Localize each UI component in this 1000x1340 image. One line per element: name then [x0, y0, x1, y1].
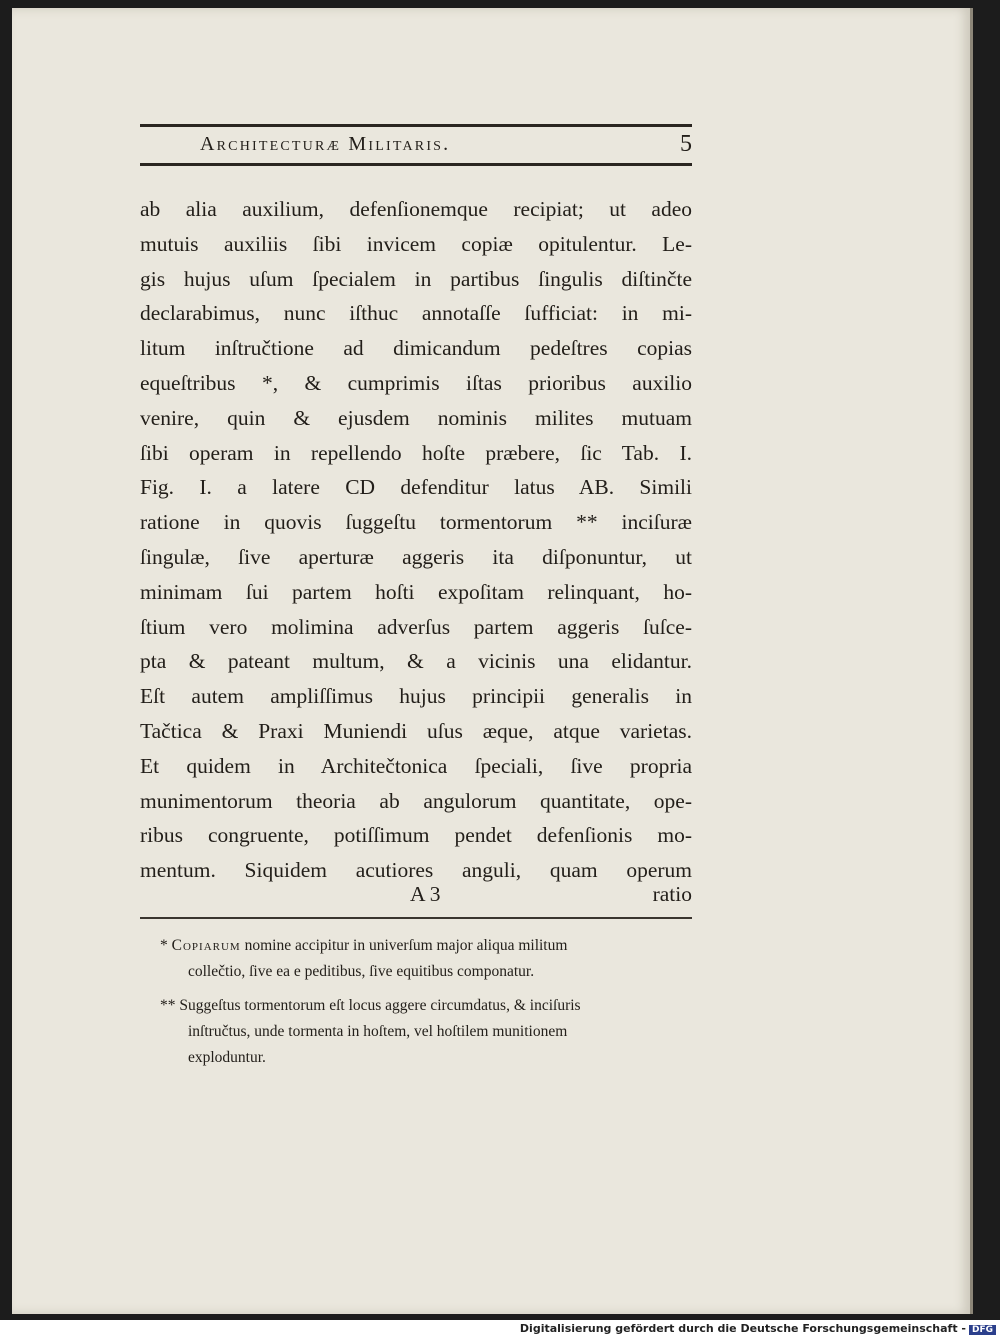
footnote-marker: * — [160, 937, 168, 954]
footnote-text: nomine accipitur in univerſum major aliqua militum — [244, 937, 568, 954]
page-number: 5 — [680, 131, 692, 157]
text-line: ſingulæ, ſive aperturæ aggeris ita diſponuntur, ut — [140, 544, 692, 569]
text-line: mentum. Siquidem acutiores anguli, quam operum — [140, 858, 692, 883]
text-line: venire, quin & ejusdem nominis milites mutuam — [140, 405, 692, 430]
running-title: Architecturæ Militaris. — [200, 133, 451, 155]
text-line: Tačtica & Praxi Muniendi uſus æque, atque varietas. — [140, 718, 692, 743]
header-rule-bottom — [140, 163, 692, 166]
footnote-marker: ** — [160, 997, 176, 1014]
text-line: declarabimus, nunc iſthuc annotaſſe ſufficiat: in mi- — [140, 301, 692, 326]
text-line: gis hujus uſum ſpecialem in partibus ſingulis diſtinčte — [140, 266, 692, 291]
text-line: Et quidem in Architečtonica ſpeciali, ſive propria — [140, 753, 692, 778]
signature-row — [140, 880, 692, 914]
text-line: pta & pateant multum, & a vicinis una elidantur. — [140, 649, 692, 674]
text-line: ratione in quovis ſuggeſtu tormentorum ** inciſuræ — [140, 510, 692, 535]
text-line: ab alia auxilium, defenſionemque recipiat; ut adeo — [140, 197, 692, 221]
running-header — [140, 124, 692, 166]
footnote-text: Suggeſtus tormentorum eſt locus aggere circumdatus, & inciſuris — [179, 997, 581, 1014]
text-line: munimentorum theoria ab angulorum quantitate, ope- — [140, 788, 692, 813]
digitization-credit — [520, 1322, 996, 1335]
footnote — [160, 933, 700, 985]
text-line: Fig. I. a latere CD defenditur latus AB. Simili — [140, 475, 692, 500]
text-line: litum inſtručtione ad dimicandum pedeſtres copias — [140, 336, 692, 361]
text-line: ſtium vero molimina adverſus partem aggeris ſuſce- — [140, 614, 692, 639]
text-line: mutuis auxiliis ſibi invicem copiæ opitulentur. Le- — [140, 231, 692, 256]
credit-text: Digitalisierung gefördert durch die Deutsche Forschungsgemeinschaft - — [519, 1322, 966, 1335]
main-text — [140, 192, 692, 888]
footnote-line — [160, 933, 700, 959]
text-line: Eſt autem ampliſſimus hujus principii generalis in — [140, 684, 692, 709]
footnote-line: inſtručtus, unde tormenta in hoſtem, vel hoſtilem munitionem — [188, 1023, 568, 1040]
footnote-line — [160, 993, 700, 1019]
signature-mark: A 3 — [410, 882, 441, 906]
footnote-lead-word: Copiarum — [171, 937, 241, 954]
catchword: ratio — [652, 882, 692, 906]
footnote-line: exploduntur. — [188, 1049, 266, 1066]
text-line: equeſtribus *, & cumprimis iſtas prioribus auxilio — [140, 370, 692, 395]
dfg-logo-icon: DFG — [969, 1325, 996, 1335]
footnotes — [160, 933, 700, 1079]
footnote — [160, 993, 700, 1071]
text-line: ſibi operam in repellendo hoſte præbere, ſic Tab. I. — [140, 440, 692, 465]
text-line: ribus congruente, potiſſimum pendet defenſionis mo- — [140, 823, 692, 848]
text-line: minimam ſui partem hoſti expoſitam relinquant, ho- — [140, 579, 692, 604]
footnote-rule — [140, 917, 692, 919]
header-row — [140, 127, 692, 161]
footnote-line: collečtio, ſive ea e peditibus, ſive equitibus componatur. — [188, 963, 535, 980]
